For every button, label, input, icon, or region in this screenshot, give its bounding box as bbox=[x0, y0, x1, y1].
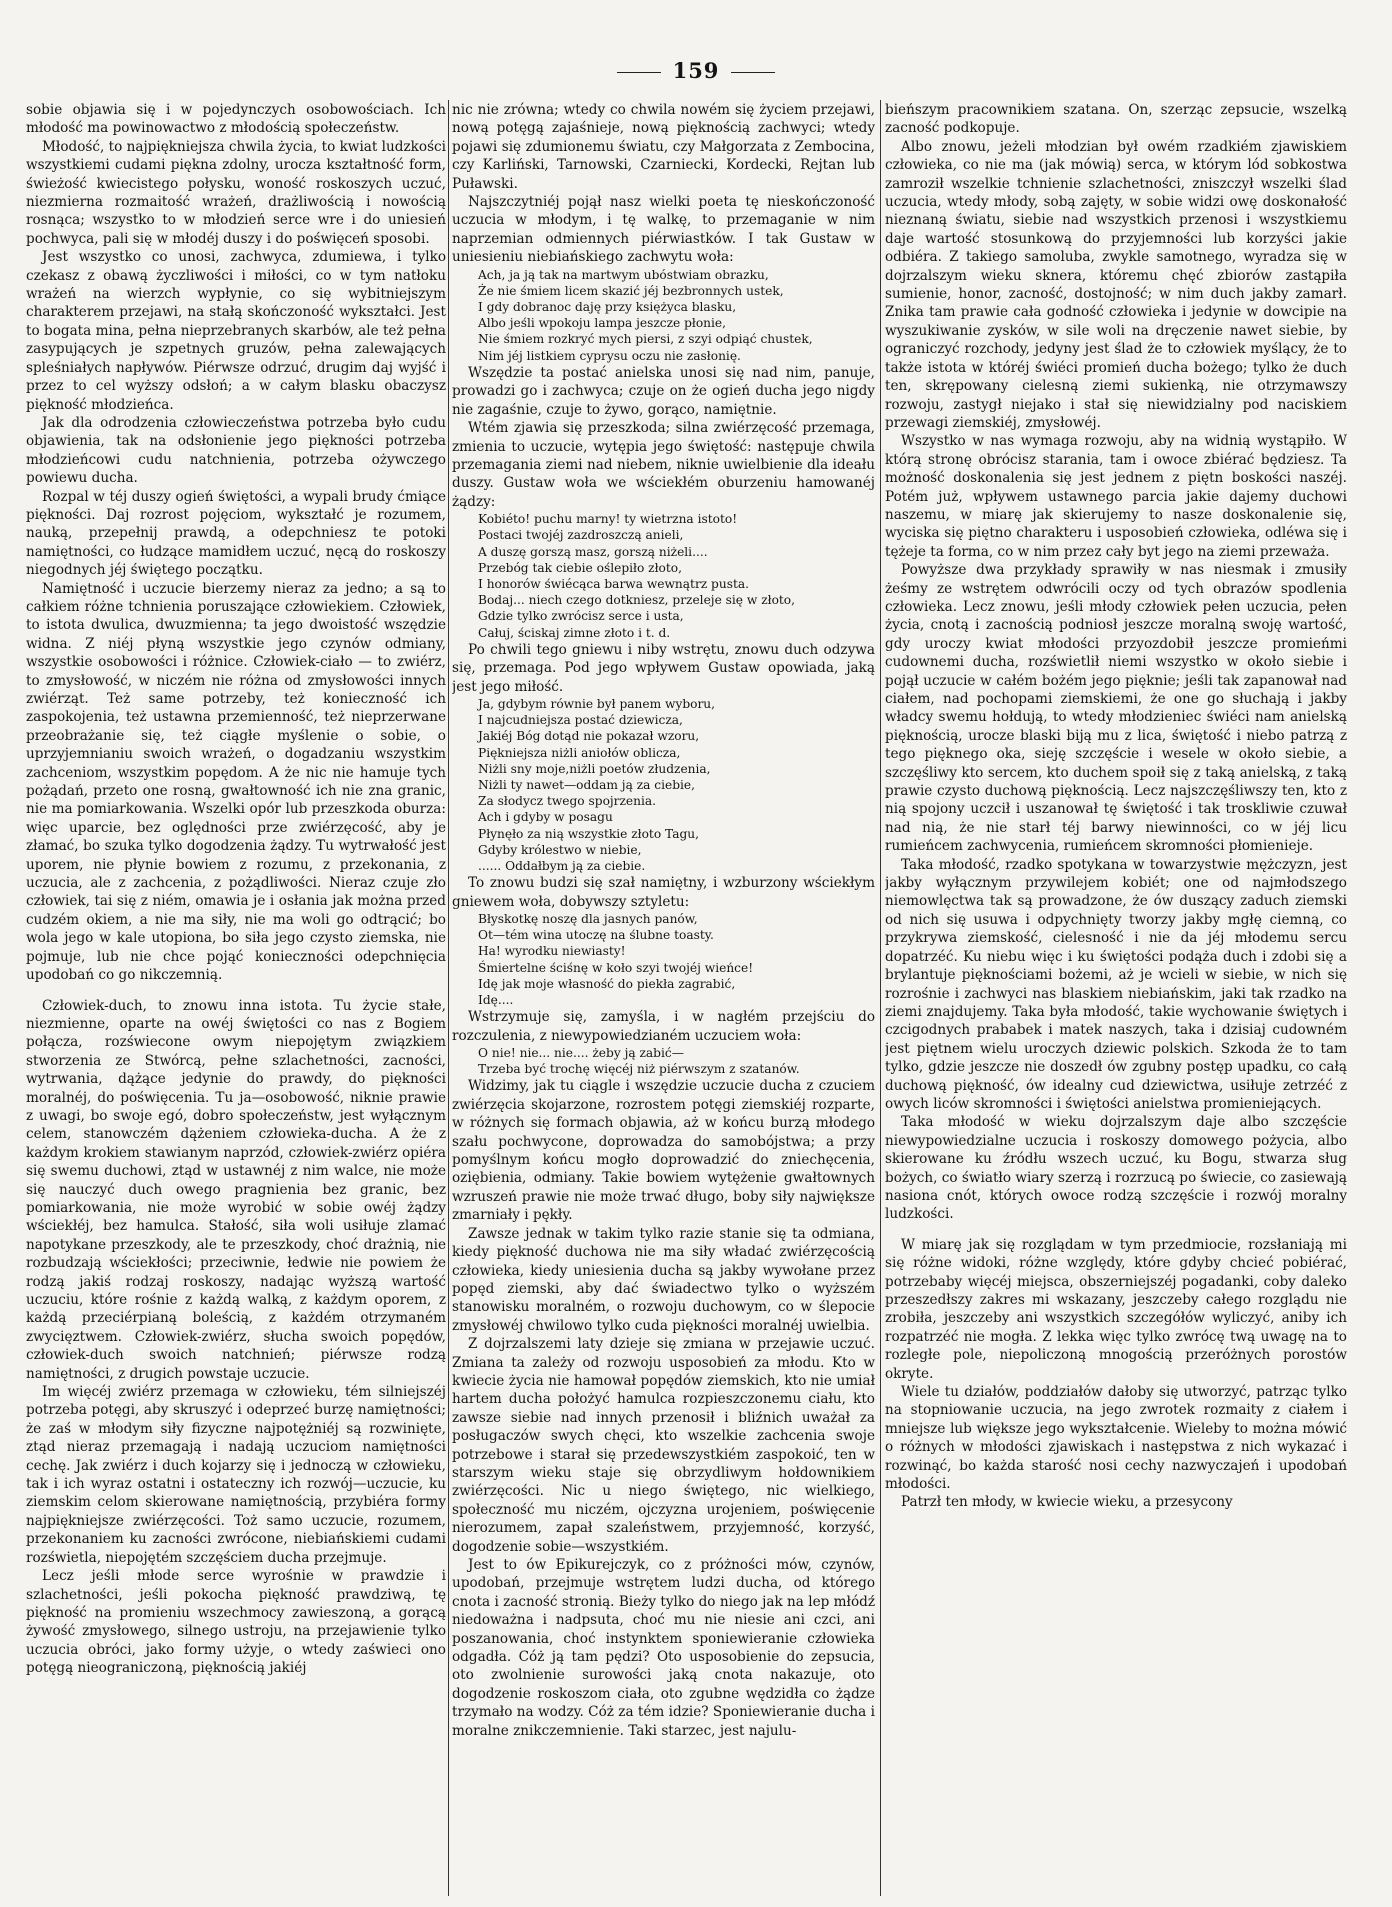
column-divider-2 bbox=[880, 100, 881, 1896]
paragraph: Wstrzymuje się, zamyśla, i w nagłém przejściu do rozczulenia, z niewypowiedzianém uczuciem woła: bbox=[452, 1009, 875, 1044]
paragraph: Taka młodość w wieku dojrzalszym daje albo szczęście niewypowiedzialne uczucia i roskoszy domowego pożycia, albo skierowane ku źródłu wszech uczuć, ku Bogu, stwarza sług bożych, co światło wiary szerzą i rozrzucą po świecie, co zasiewają nasiona cnót, których owoce rodzą szczęście i rozwój moralny ludzkości. bbox=[885, 1114, 1347, 1223]
paragraph: Lecz jeśli młode serce wyrośnie w prawdzie i szlachetności, jeśli pokocha piękność prawdziwą, tę piękność na promieniu wszechmocy zawieszoną, a gorącą żywość zmysłowego, silnego ustroju, na przejawienie tylko uczucia obróci, jako formy użyje, o wtedy zaświeci ono potęgą nieograniczoną, pięknością jakiéj bbox=[26, 1568, 446, 1677]
verse-line: Gdzie tylko zwrócisz serce i usta, bbox=[478, 609, 684, 624]
verse-line: Nim jéj listkiem cyprysu oczu nie zasłonię. bbox=[478, 348, 741, 363]
verse-line: Ach i gdyby w posagu bbox=[478, 810, 613, 825]
text-column-2 bbox=[452, 101, 875, 1895]
verse-line: Ach, ja ją tak na martwym ubóstwiam obrazku, bbox=[478, 267, 769, 282]
header-rule-right bbox=[731, 72, 775, 73]
verse-line: Za słodycz twego spojrzenia. bbox=[478, 794, 657, 809]
paragraph: Albo znowu, jeżeli młodzian był owém rzadkiém zjawiskiem człowieka, co nie ma (jak mówią) serca, w którym lód sobkostwa zamroził wszelkie tchnienie szlachetności, zniszczył wszelki ślad uczucia, wtedy młody, sobą zajęty, w sobie widzi owę doskonałość nieznaną światu, siebie nad wszystkich przenosi i wszystkiemu daje wartość stosunkową do przyjemności lub korzyści jakie odbiéra. Z takiego samoluba, zwykle samotnego, wyradza się w dojrzalszym wieku sknera, któremu chęć zbiorów zastąpiła sumienie, honor, zacność, dostojność; w nim duch jakby zamarł. Znika tam prawie cała godność człowieka i jedynie w dowcipie na wyszukiwanie zysków, w sile woli na dręczenie nawet siebie, by ograniczyć rozchody, jedyny jest ślad że to człowiek myślący, że to także istota w któréj świéci promień ducha bożego; tylko że duch ten, skrępowany cielesną ziemi sukienką, nie otrzymawszy rozwoju, zastygł niejako i stał się niewidzialny pod naciskiem przewagi ziemskiéj, zmysłowéj. bbox=[885, 138, 1347, 431]
verse-line: Niżli ty nawet—oddam ją za ciebie, bbox=[478, 777, 695, 792]
paragraph: To znowu budzi się szał namiętny, i wzburzony wściekłym gniewem woła, dobywszy sztyletu: bbox=[452, 875, 875, 910]
paragraph: bieńszym pracownikiem szatana. On, szerząc zepsucie, wszelką zacność podkopuje. bbox=[885, 102, 1347, 137]
verse-line: Jakiéj Bóg dotąd nie pokazał wzoru, bbox=[478, 729, 700, 744]
verse-line: Kobiéto! puchu marny! ty wietrzna istoto! bbox=[478, 512, 738, 527]
paragraph: Młodość, to najpiękniejsza chwila życia, to kwiat ludzkości wszystkiemi cudami piękna zdolny, urocza kształtność form, świeżość kwiecistego połysku, woność roskoszych uczuć, niezmierna rozmaitość wrażeń, drażliwością i nowością rosnąca; wszystko to w młodzień serce wre i do uniesień pochwyca, pali się w młodéj duszy i do poświęceń sposobi. bbox=[26, 138, 446, 247]
paragraph: Powyższe dwa przykłady sprawiły w nas niesmak i zmusiły żeśmy ze wstrętem odwrócili oczy od tych obrazów spodlenia człowieka. Lecz znowu, jeśli młody człowiek pełen uczucia, pełen życia, cnotą i zacnością podniosł jeszcze moralną swoję wartość, gdy uroczy kwiat młodości przyozdobił jeszcze promieńmi cudownemi ducha, rozświetlił niemi wszystko w około siebie i pojął uczucie w całém bożém jego pięknie; jeśli tak zapanował nad ciałem, nad pochopami ziemskiemi, że one go słuchają i jakby władcy swemu hołdują, to wtedy młodzieniec świéci nam anielską pięknością, urocze blaski biją mu z lica, świętość i niebo patrzą z tego pięknego oka, sieję szczęście i wesele w około siebie, a szczęśliwy kto sercem, kto duchem spoił się z taką anielską, z taką prawie czysto duchową pięknością. Lecz najszczęśliwszy ten, kto z nią spojony uczcił i uszanował tę świętość i tak troskliwie czuwał nad nią, że nie starł téj barwy niewinności, co w jéj licu rumieńcem zachwycenia, rumieńcem skromności płomienieje. bbox=[885, 562, 1347, 855]
verse-line: Że nie śmiem licem skazić jéj bezbronnych ustek, bbox=[478, 283, 784, 298]
verse-line: I najcudniejsza postać dziewicza, bbox=[478, 713, 683, 728]
verse-line: Błyskotkę noszę dla jasnych panów, bbox=[478, 912, 698, 927]
verse-line: Idę jak moje własność do piekła zagrabić, bbox=[478, 976, 736, 991]
verse-block-2 bbox=[478, 511, 875, 641]
verse-line: Idę.... bbox=[478, 993, 514, 1008]
verse-line: Przebóg tak ciebie oślepiło złoto, bbox=[478, 560, 683, 575]
paragraph: sobie objawia się i w pojedynczych osobowościach. Ich młodość ma powinowactwo z młodością społeczeństw. bbox=[26, 102, 446, 137]
verse-line: Albo jeśli wpokoju lampa jeszcze płonie, bbox=[478, 316, 727, 331]
paragraph: Jest wszystko co unosi, zachwyca, zdumiewa, i tylko czekasz z obawą życzliwości i miłości, co w tym natłoku wrażeń na wierzch wypłynie, co się wybitniejszym charakterem przejawi, na stałą skończoność wykształci. Jest to bogata mina, pełna nieprzebranych skarbów, ale też pełna zasypujących je szpetnych gruzów, pełna zalewających spleśniałych napływów. Piérwsze odrzuć, drugim daj wyjść i przez to cel wyższy odsłoń; a w całym blasku obaczysz piękność młodzieńca. bbox=[26, 249, 446, 413]
verse-line: Gdyby królestwo w niebie, bbox=[478, 842, 642, 857]
paragraph: Widzimy, jak tu ciągle i wszędzie uczucie ducha z czuciem zwiérzęcia skojarzone, rozrostem potęgi ziemskiéj rozparte, w różnych się formach objawia, aż w końcu burzą młodego szału pochwycone, doprowadza do samobójstwa; a przy pomyślnym końcu mogło doprowadzić do zniechęcenia, oziębienia, odmiany. Takie bowiem wytężenie gwałtownych wzruszeń prawie nie może trwać długo, boby siły największe zmarniały i pękły. bbox=[452, 1078, 875, 1224]
paragraph: Im więcéj zwiérz przemaga w człowieku, tém silniejszéj potrzeba potęgi, aby skruszyć i odeprzeć burzę namiętności; że zaś w młodym siły fizyczne najpotężniéj są rozwinięte, ztąd nieraz przemagają i nadają uczuciom namiętności cechę. Jak zwiérz i duch kojarzy się i jednoczą w człowieku, tak i ich wyraz ostatni i ostateczny ich rozwój—uczucie, ku ziemskim celom skierowane namiętnością, przybiéra formy najpiękniejsze zwiérzęcości. Toż samo uczucie, rozumem, przekonaniem ku zacności zwrócone, niebiańskiemi cudami rozświetla, niepojętém szczęściem ducha przejmuje. bbox=[26, 1384, 446, 1566]
header-rule-left bbox=[617, 72, 661, 73]
paragraph: Człowiek-duch, to znowu inna istota. Tu życie stałe, niezmienne, oparte na owéj świętości co nas z Bogiem połącza, rozświecone owym niepojętym związkiem stworzenia ze Stwórcą, pełne szlachetności, zacności, wytrwania, dążące jedynie do prawdy, do piękności moralnéj, do poświęcenia. Tu ja—osobowość, niknie prawie z uwagi, bo swoje egó, dobro społeczeństw, jest wyłącznym celem, stanowczém dążeniem człowieka-ducha. A że z każdym krokiem stawianym naprzód, człowiek-zwiérz opiéra się swemu duchowi, ztąd w ustawnéj z nim walce, nie może się nauczyć duch owego pragnienia bez granic, bez pomiarkowania, nie może wyrobić w sobie owéj żądzy wściekłéj, bez hamulca. Stałość, siła woli usiłuje zlamać napotykane przeszkody, ale te przeszkody, choć drażnią, nie rozbudzają wściekłości; przeciwnie, łedwie nie powiem że rodzą jakiś rodzaj roskoszy, nadając wyższą wartość uczuciu, które rośnie z każdą walką, z każdym oporem, z każdą przeciérpianą boleścią, z każdém otrzymaném zwycięztwem. Człowiek-zwiérz, słucha swoich popędów, człowiek-duch swoich natchnień; piérwsze rodzą namiętności, z drugich powstaje uczucie. bbox=[26, 997, 446, 1382]
paragraph: Namiętność i uczucie bierzemy nieraz za jedno; a są to całkiem różne tchnienia poruszające człowiekiem. Człowiek, to istota dwulica, dwuzmienna; ta jego dwoistość wszędzie widna. Z niéj płyną wszystkie jego czynów odmiany, wszystkie osobowości i różnice. Człowiek-ciało — to zwiérz, to zmysłowość, w niczém nie różna od zmysłowości innych zwiérząt. Też same potrzeby, też konieczność ich zaspokojenia, też ustawna przemienność, też nieprzerwane przeobrażanie się, też ciągłe myślenie o sobie, o uprzyjemnianiu swoich wrażeń, o dogadzaniu wszystkim zachceniom, wszystkim popędom. A że nic nie hamuje tych pożądań, przeto one rosną, gwałtowność ich nie zna granic, nie ma pomiarkowania. Wszelki opór lub przeszkoda oburza: więc uparcie, bez oględności prze zwiérzęcość, aby je złamać, bo szuka tylko dogodzenia żądzy. Tu wytrwałość jest uporem, nie płynie bowiem z rozumu, z przekonania, z uczucia, ale z zachcenia, z pożądliwości. Nieraz czuje zło człowiek, tai się z niém, omawia je i osłania jak można przed cudzém okiem, a nie ma siły, nie ma woli go odtrącić; bo wola jego w kale utopiona, bo siła jego czysto ziemska, nie pojmuje, lub nie chce pojąć konieczności odepchnięcia upodobań co go nikczemnią. bbox=[26, 580, 446, 984]
paragraph: Zawsze jednak w takim tylko razie stanie się ta odmiana, kiedy piękność duchowa nie ma siły władać zwiérzęcością człowieka, kiedy uniesienia ducha są jakby wywołane przez popęd ziemski, aby dać świadectwo tylko o wyższém stanowisku moralném, o rozwoju duchowym, co w ślepocie zmysłowéj chwilowo tylko cuda piękności moralnéj uwielbia. bbox=[452, 1225, 875, 1334]
verse-line: Piękniejsza niżli aniołów oblicza, bbox=[478, 745, 681, 760]
verse-block-1 bbox=[478, 267, 875, 364]
paragraph: Jak dla odrodzenia człowieczeństwa potrzeba było cudu objawienia, tak na odsłonienie jego piękności potrzeba młodzieńcowi cudu natchnienia, potrzeba ożywczego powiewu ducha. bbox=[26, 414, 446, 487]
verse-block-5 bbox=[478, 1045, 875, 1077]
page-number-header bbox=[0, 58, 1392, 83]
paragraph: Z dojrzalszemi laty dzieje się zmiana w przejawie uczuć. Zmiana ta zależy od rozwoju usposobień za młodu. Kto w kwiecie życia nie hamował popędów ziemskich, kto nie umiał hartem ducha położyć hamulca rozpieszczonemu ciału, kto zawsze siebie nad innych przenosił i bliźnich uważał za posługaczów swych chęci, kto wszelkie zachcenia swoje potrzebowe i starał się przedewszystkiém zaspokoić, ten w starszym wieku staje się obrzydliwym hołdownikiem zwiérzęcości. Nic u niego świętego, nic wielkiego, społeczność mu niczém, ojczyzna urojeniem, poświęcenie nierozumem, zapał szaleństwem, przyjemność, korzyść, dogodzenie sobie—wszystkiém. bbox=[452, 1336, 875, 1555]
paragraph: nic nie zrówna; wtedy co chwila nowém się życiem przejawi, nową potęgą zajaśnieje, nową pięknością zachwyci; wtedy pojawi się zdumionemu światu, czy Małgorzata z Zembocina, czy Karliński, Tarnowski, Czarniecki, Kordecki, Rejtan lub Puławski. bbox=[452, 102, 875, 192]
page-number: 159 bbox=[672, 58, 720, 83]
verse-line: Całuj, ściskaj zimne złoto i t. d. bbox=[478, 625, 671, 640]
paragraph: Po chwili tego gniewu i niby wstrętu, znowu duch odzywa się, przemaga. Pod jego wpływem Gustaw opowiada, jaką jest jego miłość. bbox=[452, 641, 875, 695]
paragraph: Patrzł ten młody, w kwiecie wieku, a przesycony bbox=[901, 1494, 1233, 1511]
verse-line: I honorów świécąca barwa wewnątrz pusta. bbox=[478, 576, 750, 591]
verse-line: Bodaj... niech czego dotkniesz, przeleje się w złoto, bbox=[478, 593, 796, 608]
verse-block-3 bbox=[478, 696, 875, 874]
verse-line: I gdy dobranoc daję przy księżyca blasku, bbox=[478, 300, 737, 315]
text-column-1 bbox=[26, 101, 446, 1895]
verse-line: Nie śmiem rozkryć mych piersi, z szyi odpiąć chustek, bbox=[478, 332, 813, 347]
paragraph: Wtém zjawia się przeszkoda; silna zwiérzęcość przemaga, zmienia to uczucie, wytępia jego świętość: następuje chwila przemagania ziemi nad niebem, niknie uwielbienie dla ideału duszy. Gustaw woła we wściekłém oburzeniu hamowanéj żądzy: bbox=[452, 420, 875, 510]
paragraph: Wszystko w nas wymaga rozwoju, aby na widnią wystąpiło. W którą stronę obrócisz starania, tam i owoce zbiérać będziesz. Ta możność doskonalenia się jest jednem z piętn boskości naszéj. Potém już, wpływem ustawnego parcia jakie dajemy duchowi naszemu, w miarę jak skierujemy to nasze doskonalenie się, wyciska się piętno charakteru i usposobień człowieka, odléwa się i tężeje ta forma, co w nim przez cały byt jego na ziemi przeważa. bbox=[885, 433, 1347, 560]
verse-line: Niżli sny moje,niżli poetów złudzenia, bbox=[478, 761, 711, 776]
verse-line: A duszę gorszą masz, gorszą niżeli.... bbox=[478, 544, 708, 559]
paragraph: Rozpal w téj duszy ogień świętości, a wypali brudy ćmiące piękności. Daj rozrost pojęciom, wykształć je rozumem, nauką, przepełnij prawdą, a odepchniesz te potoki namiętności, co łudzące mamidłem uczuć, nęcą do roskoszy niegodnych jéj świętego początku. bbox=[26, 488, 446, 579]
paragraph: W miarę jak się rozglądam w tym przedmiocie, rozsłaniają mi się różne widoki, różne względy, które gdyby chcieć pobiérać, potrzebaby więcéj miejsca, obszerniejszéj pogadanki, coby daleko przeszedłszy zakres mi wskazany, jeszczeby całego rozglądu nie zrobiła, jeszczeby ani wszystkich szczegółów wyliczyć, aniby ich rozpatrzéć nie mogła. Z lekka więc tylko zwrócę twą uwagę na to rozległe pole, niepoliczoną mnogością przeróżnych porostów okryte. bbox=[885, 1236, 1347, 1382]
paragraph: Taka młodość, rzadko spotykana w towarzystwie mężczyzn, jest jakby wyłącznym przywilejem kobiét; one od najmłodszego niemowlęctwa tak są prowadzone, że ów duszący zaduch ziemski od nich się usuwa i odpychnięty tworzy jakby mgłę ciemną, co przykrywa ziemskość, cielesność i nie da jéj młodemu sercu dopatrzéć. Ku niebu więc i ku świętości podąża duch i zdobi się a brylantuje pięknościami bożemi, aż je wcieli w siebie, w nich się rozrośnie i zachwyci nas blaskiem niebiańskim, jaki tak rzadko na ziemi znajdujemy. Taka była młodość, takie wychowanie świętych i czcigodnych prababek i matek naszych, taka i dzisiaj cudowném jest piętnem wielu uroczych dziewic polskich. Szkoda że to tam tylko, gdzie jeszcze nie doszedł ów zgubny postęp upadku, co całą duchową piękność, ów idealny cud dziewictwa, usiłuje zetrzéć z owych liców skromności i świętości anielstwa promieniejących. bbox=[885, 856, 1347, 1112]
text-column-3 bbox=[885, 101, 1347, 1895]
verse-line: Ha! wyrodku niewiasty! bbox=[478, 944, 626, 959]
verse-line: Ot—tém wina utoczę na ślubne toasty. bbox=[478, 928, 714, 943]
paragraph: Najszczytniéj pojął nasz wielki poeta tę nieskończoność uczucia w młodym, i tę walkę, to przemaganie w nim naprzemian odmiennych piérwiastków. I tak Gustaw w uniesieniu niebiańskiego zachwytu woła: bbox=[452, 194, 875, 266]
verse-line: Płynęło za nią wszystkie złoto Tagu, bbox=[478, 826, 700, 841]
verse-block-4 bbox=[478, 911, 875, 1008]
paragraph: Jest to ów Epikurejczyk, co z próżności mów, czynów, upodobań, przejmuje wstrętem ludzi ducha, od którego cnota i zacność stronią. Bieży tylko do niego jak na lep młódź niedoważna i nadpsuta, choć mu nie niesie ani czci, ani poszanowania, choć instynktem sponiewieranie człowieka odgadła. Cóż ją tam pędzi? Oto usposobienie do zepsucia, oto zwolnienie surowości jaką cnota nakazuje, oto dogodzenie roskoszom ciała, oto zgubne wędzidła co żądze trzymało na wodzy. Cóż za tém idzie? Sponiewieranie ducha i moralne znikczemnienie. Taki starzec, jest najulu- bbox=[452, 1557, 875, 1739]
verse-line: O nie! nie... nie.... żeby ją zabić— bbox=[478, 1046, 684, 1061]
paragraph: Wiele tu działów, poddziałów dałoby się utworzyć, patrząc tylko na stopniowanie uczucia, na jego zwrotek rozmaity z ciałem i mniejsze lub większe jego wykształcenie. Wieleby to można mówić o różnych w młodości zjawiskach i następstwa z nich wykazać i rozwinąć, bo każda starość nosi cechy nazwyczajeń i upodobań młodości. bbox=[885, 1384, 1347, 1493]
verse-line: Ja, gdybym równie był panem wyboru, bbox=[478, 696, 716, 711]
column-divider-1 bbox=[448, 100, 449, 1896]
verse-line: Postaci twojéj zazdroszczą anieli, bbox=[478, 528, 684, 543]
paragraph: Wszędzie ta postać anielska unosi się nad nim, panuje, prowadzi go i zachwyca; czuje on że ogień ducha jego nigdy nie zagaśnie, czuje to żywo, gorąco, namiętnie. bbox=[452, 364, 875, 418]
verse-line: Trzeba być trochę więcéj niż piérwszym z szatanów. bbox=[478, 1062, 800, 1077]
verse-line: Śmiertelne ściśnę w koło szyi twojéj wieńce! bbox=[478, 960, 754, 975]
verse-line: ...... Oddałbym ją za ciebie. bbox=[478, 859, 646, 873]
